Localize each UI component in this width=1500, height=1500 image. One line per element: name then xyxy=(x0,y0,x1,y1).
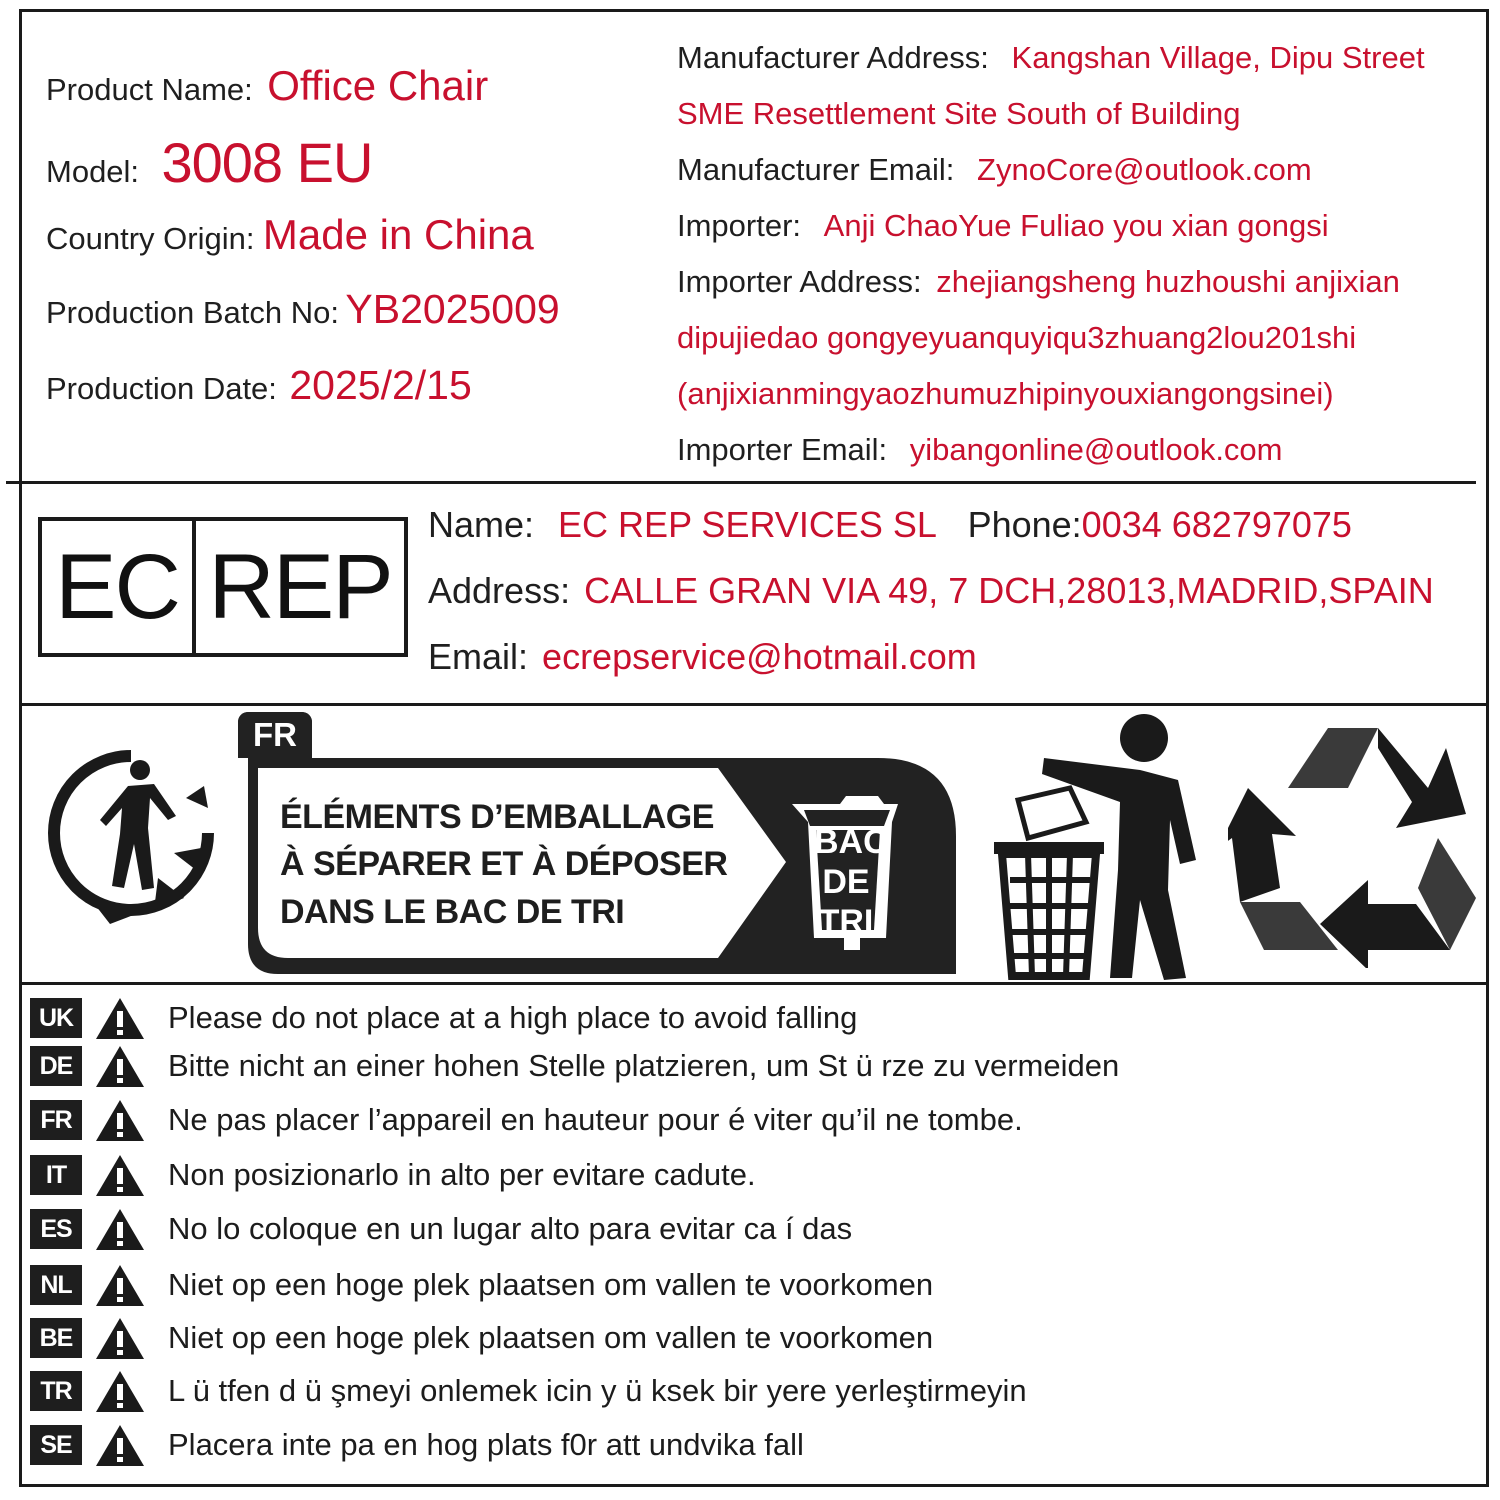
country-code-badge: DE xyxy=(30,1046,82,1086)
ec-rep-phone-label: Phone: xyxy=(967,504,1082,545)
bin-label xyxy=(814,822,888,942)
country-code-badge: ES xyxy=(30,1209,82,1249)
warning-icon xyxy=(94,1152,146,1198)
origin-value: Made in China xyxy=(262,211,534,258)
warning-icon xyxy=(94,1097,146,1143)
importer-email-value: yibangonline@outlook.com xyxy=(909,432,1283,467)
importer-address-label: Importer Address: xyxy=(677,264,922,299)
batch-value: YB2025009 xyxy=(345,286,560,332)
batch-label: Production Batch No: xyxy=(46,295,339,330)
ec-rep-address-value: CALLE GRAN VIA 49, 7 DCH,28013,MADRID,SPAIN xyxy=(584,570,1434,611)
warning-text: Ne pas placer l’appareil en hauteur pour é viter qu’il ne tombe. xyxy=(168,1102,1023,1137)
product-name-label: Product Name: xyxy=(46,72,253,107)
importer-address-line1: zhejiangsheng huzhoushi anjixian xyxy=(936,264,1400,299)
warning-text: Please do not place at a high place to avoid falling xyxy=(168,1000,858,1035)
warning-row xyxy=(30,1262,933,1308)
ec-rep-name-row xyxy=(428,504,1352,546)
bin-label-line1: BAC xyxy=(814,823,888,861)
manufacturer-email-row xyxy=(677,152,1312,188)
warning-icon xyxy=(94,1422,146,1468)
country-code-badge: UK xyxy=(30,998,82,1038)
model-row xyxy=(46,130,372,195)
importer-value: Anji ChaoYue Fuliao you xian gongsi xyxy=(823,208,1329,243)
model-label: Model: xyxy=(46,154,140,189)
triman-line1: ÉLÉMENTS D’EMBALLAGE xyxy=(280,798,714,836)
warning-text: Bitte nicht an einer hohen Stelle platzieren, um St ü rze zu vermeiden xyxy=(168,1048,1120,1083)
country-code-badge: SE xyxy=(30,1425,82,1465)
manufacturer-address-line2: SME Resettlement Site South of Building xyxy=(677,96,1241,131)
bin-label-line2: DE xyxy=(822,863,870,901)
country-code-badge: IT xyxy=(30,1155,82,1195)
origin-label: Country Origin: xyxy=(46,221,255,256)
warning-icon xyxy=(94,1262,146,1308)
country-code-badge: NL xyxy=(30,1265,82,1305)
warning-text: No lo coloque en un lugar alto para evitar ca í das xyxy=(168,1211,853,1246)
importer-email-row xyxy=(677,432,1283,468)
divider-ecrep xyxy=(19,703,1489,706)
model-value: 3008 EU xyxy=(161,131,373,194)
importer-address-line2: dipujiedao gongyeyuanquyiqu3zhuang2lou201shi xyxy=(677,320,1357,355)
warning-row xyxy=(30,1097,1023,1143)
warning-icon xyxy=(94,995,146,1041)
warning-text: Placera inte pa en hog plats f0r att undvika fall xyxy=(168,1427,804,1462)
manufacturer-email-value: ZynoCore@outlook.com xyxy=(977,152,1312,187)
divider-recycle xyxy=(19,982,1489,985)
ec-rep-email-value: ecrepservice@hotmail.com xyxy=(542,636,977,677)
warning-icon xyxy=(94,1368,146,1414)
ec-rep-phone-value: 0034 682797075 xyxy=(1081,504,1352,545)
importer-address-row xyxy=(677,264,1400,300)
warning-text: Non posizionarlo in alto per evitare cadute. xyxy=(168,1157,756,1192)
warning-row xyxy=(30,1206,852,1252)
warning-icon xyxy=(94,1315,146,1361)
tidyman-bin-icon xyxy=(990,710,1205,982)
importer-address-line3: (anjixianmingyaozhumuzhipinyouxiangongsinei) xyxy=(677,376,1334,411)
ec-rep-email-row xyxy=(428,636,977,678)
manufacturer-address-row xyxy=(677,40,1425,76)
warning-row xyxy=(30,1368,1027,1414)
product-name-row xyxy=(46,62,488,110)
triman-line2: À SÉPARER ET À DÉPOSER xyxy=(280,845,728,883)
importer-email-label: Importer Email: xyxy=(677,432,888,467)
warning-row xyxy=(30,1043,1119,1089)
batch-row xyxy=(46,286,560,333)
ec-rep-name-label: Name: xyxy=(428,504,535,545)
warning-text: Niet op een hoge plek plaatsen om vallen te voorkomen xyxy=(168,1320,934,1355)
warning-text: L ü tfen d ü şmeyi onlemek icin y ü ksek bir yere yerleştirmeyin xyxy=(168,1373,1027,1408)
ec-rep-symbol-right: REP xyxy=(208,535,392,638)
warning-row xyxy=(30,1422,804,1468)
warning-row xyxy=(30,1315,933,1361)
ec-rep-address-label: Address: xyxy=(428,570,571,611)
triman-icon xyxy=(36,738,226,928)
ec-rep-address-row xyxy=(428,570,1434,612)
manufacturer-address-label: Manufacturer Address: xyxy=(677,40,989,75)
ec-rep-symbol-left: EC xyxy=(42,521,196,653)
ec-rep-email-label: Email: xyxy=(428,636,529,677)
warning-row xyxy=(30,1152,756,1198)
warning-icon xyxy=(94,1206,146,1252)
triman-tab-fr: FR xyxy=(238,712,312,758)
importer-label: Importer: xyxy=(677,208,802,243)
recycle-icon xyxy=(1228,718,1478,968)
manufacturer-email-label: Manufacturer Email: xyxy=(677,152,955,187)
importer-row xyxy=(677,208,1329,244)
warning-icon xyxy=(94,1043,146,1089)
ec-rep-symbol xyxy=(38,517,408,657)
date-row xyxy=(46,362,472,409)
ec-rep-name-value: EC REP SERVICES SL xyxy=(558,504,936,545)
bin-label-line3: TRI xyxy=(818,903,874,941)
date-label: Production Date: xyxy=(46,371,277,406)
date-value: 2025/2/15 xyxy=(289,362,472,408)
triman-line3: DANS LE BAC DE TRI xyxy=(280,893,625,931)
manufacturer-address-line1: Kangshan Village, Dipu Street xyxy=(1011,40,1425,75)
divider-top xyxy=(6,481,1476,484)
country-code-badge: TR xyxy=(30,1371,82,1411)
origin-row xyxy=(46,211,534,259)
warning-text: Niet op een hoge plek plaatsen om vallen te voorkomen xyxy=(168,1267,934,1302)
warning-row xyxy=(30,995,857,1041)
country-code-badge: BE xyxy=(30,1318,82,1358)
product-name-value: Office Chair xyxy=(267,62,489,109)
country-code-badge: FR xyxy=(30,1100,82,1140)
